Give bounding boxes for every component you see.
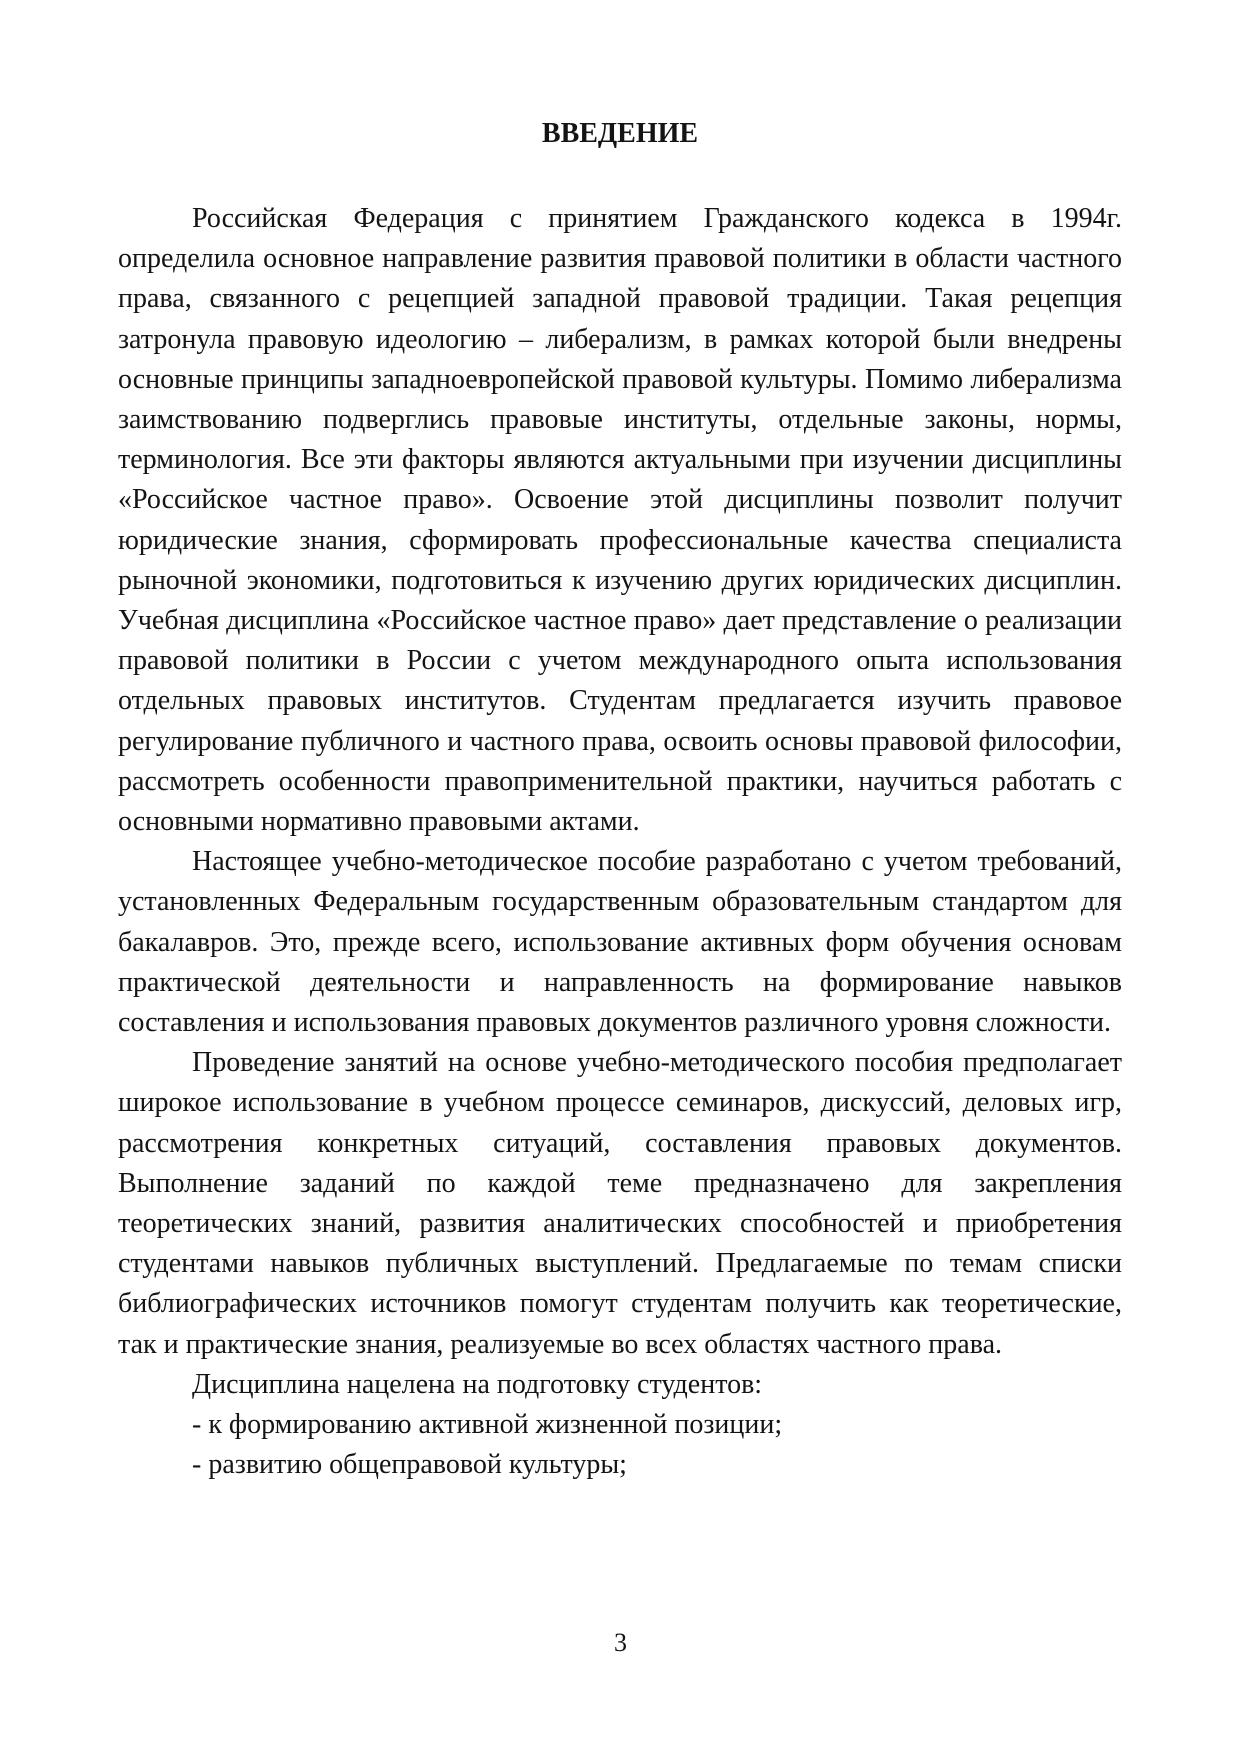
list-item: - развитию общеправовой культуры;: [192, 1449, 627, 1481]
list-intro: Дисциплина нацелена на подготовку студентов:: [192, 1368, 763, 1400]
list-item: - к формированию активной жизненной позиции;: [192, 1409, 783, 1441]
page-title: ВВЕДЕНИЕ: [541, 118, 699, 149]
paragraph-1: Российская Федерация с принятием Гражданского кодекса в 1994г. определила основное направление развития правовой политики в области частного права, связанного с рецепцией западной правовой традиции. Такая рецепция затронула правовую идеологию – либерализм, в рамках которой были внедрены основные принципы западноевропейской правовой культуры. Помимо либерализма заимствованию подверглись правовые институты, отдельные законы, нормы, терминология. Все эти факторы являются актуальными при изучении дисциплины «Российское частное право». Освоение этой дисциплины позволит получит юридические знания, сформировать профессиональные качества специалиста рыночной экономики, подготовиться к изучению других юридических дисциплин. Учебная дисциплина «Российское частное право» дает представление о реализации правовой политики в России с учетом международного опыта использования отдельных правовых институтов. Студентам предлагается изучить правовое регулирование публичного и частного права, освоить основы правовой философии, рассмотреть особенности правоприменительной практики, научиться работать с основными нормативно правовыми актами.: [118, 203, 1122, 838]
page-body: [118, 114, 1122, 1486]
paragraph-2: Настоящее учебно-методическое пособие разработано с учетом требований, установленных Федеральным государственным образовательным стандартом для бакалавров. Это, прежде всего, использование активных форм обучения основам практической деятельности и направленность на формирование навыков составления и использования правовых документов различного уровня сложности.: [118, 846, 1122, 1039]
page-number: 3: [614, 1628, 627, 1657]
paragraph-3: Проведение занятий на основе учебно-методического пособия предполагает широкое использование в учебном процессе семинаров, дискуссий, деловых игр, рассмотрения конкретных ситуаций, составления правовых документов. Выполнение заданий по каждой теме предназначено для закрепления теоретических знаний, развития аналитических способностей и приобретения студентами навыков публичных выступлений. Предлагаемые по темам списки библиографических источников помогут студентам получить как теоретические, так и практические знания, реализуемые во всех областях частного права.: [118, 1047, 1122, 1360]
